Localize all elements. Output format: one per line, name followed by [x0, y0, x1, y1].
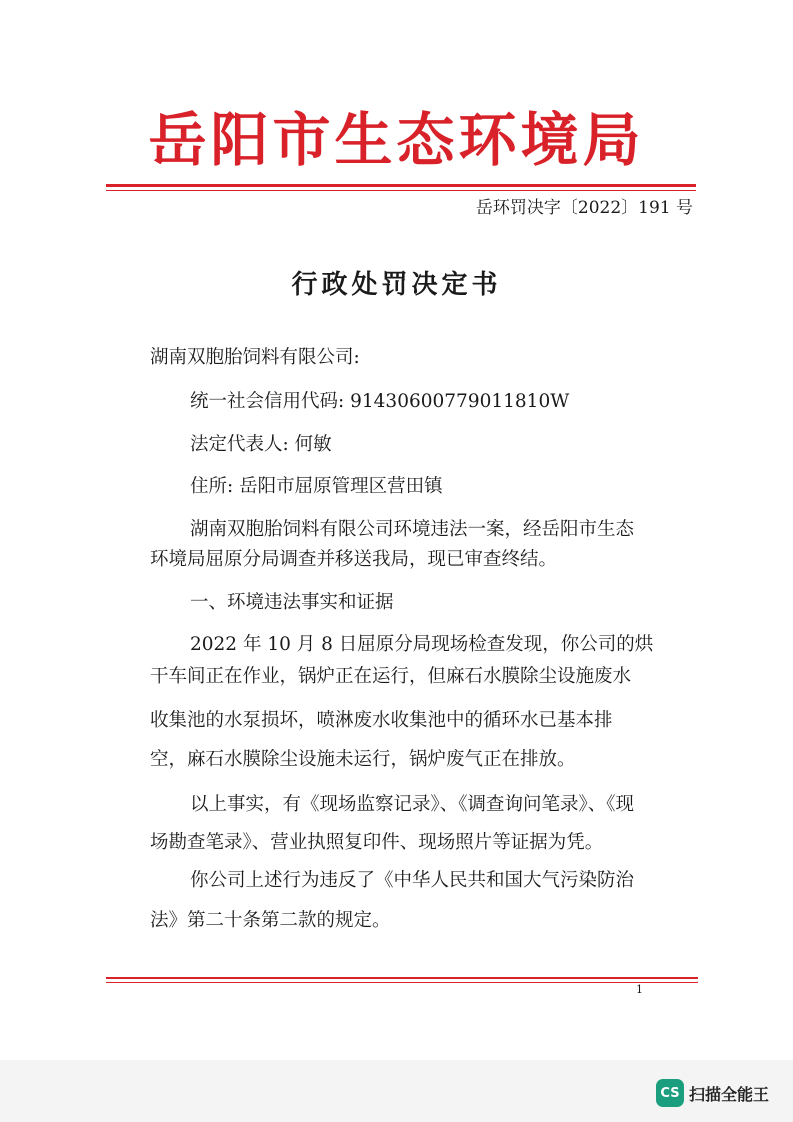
footer-thick-rule	[106, 977, 698, 979]
facts-line-1: 2022 年 10 月 8 日屈原分局现场检查发现，你公司的烘	[190, 634, 654, 655]
violation-line-2: 法》第二十条第二款的规定。	[150, 910, 391, 931]
addressee: 湖南双胞胎饲料有限公司:	[150, 347, 360, 368]
document-title: 行政处罚决定书	[291, 270, 502, 300]
scanner-label: 扫描全能王	[689, 1084, 770, 1104]
scanner-watermark	[656, 1079, 769, 1107]
page-number: 1	[636, 983, 643, 996]
camscanner-logo-icon: CS	[656, 1079, 684, 1107]
case-intro-line-2: 环境局屈原分局调查并移送我局，现已审查终结。	[150, 549, 558, 570]
evidence-line-2: 场勘查笔录》、营业执照复印件、现场照片等证据为凭。	[150, 832, 604, 853]
facts-line-2: 干车间正在作业，锅炉正在运行，但麻石水膜除尘设施废水	[150, 666, 632, 687]
credit-code: 统一社会信用代码: 91430600779011810W	[190, 391, 570, 412]
document-number: 岳环罚决字〔2022〕191 号	[475, 198, 693, 218]
facts-line-3: 收集池的水泵损坏，喷淋废水收集池中的循环水已基本排	[150, 710, 613, 731]
case-intro-line-1: 湖南双胞胎饲料有限公司环境违法一案，经岳阳市生态	[190, 519, 635, 540]
footer-thin-rule	[106, 982, 698, 983]
agency-name: 岳阳市生态环境局	[148, 106, 645, 174]
section-heading: 一、环境违法事实和证据	[190, 592, 394, 613]
letterhead-thin-rule	[106, 190, 696, 191]
letterhead-thick-rule	[106, 184, 696, 187]
legal-representative: 法定代表人: 何敏	[190, 434, 332, 455]
address: 住所: 岳阳市屈原管理区营田镇	[190, 476, 443, 497]
violation-line-1: 你公司上述行为违反了《中华人民共和国大气污染防治	[190, 870, 635, 891]
evidence-line-1: 以上事实，有《现场监察记录》、《调查询问笔录》、《现	[190, 794, 635, 815]
facts-line-4: 空，麻石水膜除尘设施未运行，锅炉废气正在排放。	[150, 749, 576, 770]
